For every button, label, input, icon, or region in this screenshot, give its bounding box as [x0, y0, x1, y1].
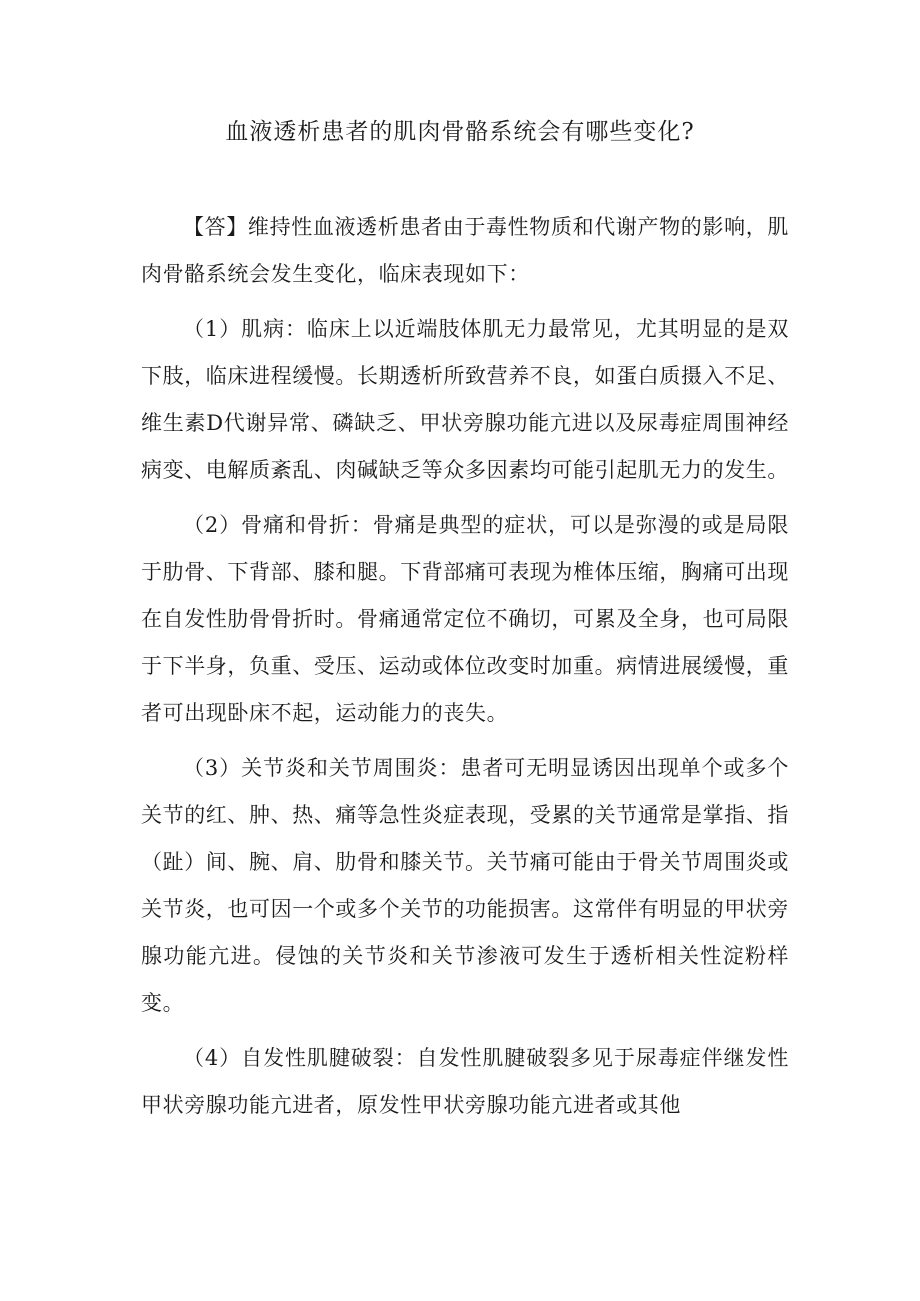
- bone-pain-fracture-paragraph: （2）骨痛和骨折：骨痛是典型的症状，可以是弥漫的或是局限于肋骨、下背部、膝和腿。下背部痛可表现为椎体压缩，胸痛可出现在自发性肋骨骨折时。骨痛通常定位不确切，可累及全身，也可局限于下半身，负重、受压、运动或体位改变时加重。病情进展缓慢，重者可出现卧床不起，运动能力的丧失。: [141, 513, 789, 725]
- document-body: [141, 204, 789, 1137]
- arthritis-paragraph: （3）关节炎和关节周围炎：患者可无明显诱因出现单个或多个关节的红、肿、热、痛等急性炎症表现，受累的关节通常是掌指、指（趾）间、腕、肩、肋骨和膝关节。关节痛可能由于骨关节周围炎或关节炎，也可因一个或多个关节的功能损害。这常伴有明显的甲状旁腺功能亢进。侵蚀的关节炎和关节渗液可发生于透析相关性淀粉样变。: [141, 756, 789, 1015]
- document-title: 血液透析患者的肌肉骨骼系统会有哪些变化?: [225, 119, 695, 145]
- answer-intro-paragraph: 【答】维持性血液透析患者由于毒性物质和代谢产物的影响，肌肉骨骼系统会发生变化，临床表现如下：: [141, 215, 789, 286]
- myopathy-paragraph: （1）肌病：临床上以近端肢体肌无力最常见，尤其明显的是双下肢，临床进程缓慢。长期透析所致营养不良，如蛋白质摄入不足、维生素D代谢异常、磷缺乏、甲状旁腺功能亢进以及尿毒症周围神经病变、电解质紊乱、肉碱缺乏等众多因素均可能引起肌无力的发生。: [141, 317, 789, 482]
- tendon-rupture-paragraph: （4）自发性肌腱破裂：自发性肌腱破裂多见于尿毒症伴继发性甲状旁腺功能亢进者，原发性甲状旁腺功能亢进者或其他: [141, 1046, 789, 1117]
